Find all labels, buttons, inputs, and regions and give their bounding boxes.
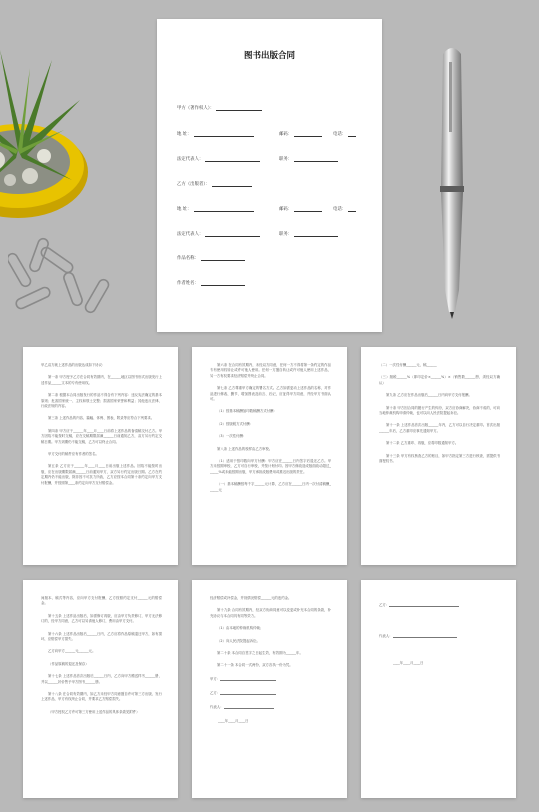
paragraph: （2）按版税方式付酬： (217, 421, 254, 426)
contract-page-3 (361, 347, 516, 565)
paragraph: 第十六条 上述作品出版后______日内，乙方应将作品原稿退还甲方，如有损坏，应赔偿甲方损失。 (41, 631, 162, 642)
signature-label: 乙方： (379, 603, 390, 607)
paragraph: 第十八条 在合同有效期内，如乙方未经甲方同意擅自许可第三方出版、发行上述作品，甲方有权终止合同，并要求乙方赔偿损失。 (41, 692, 162, 702)
paragraph: 第十九条 合同有效期内，经双方协商同意可以变更或补充本合同的条款，补充协议与本合同具有同等效力。 (210, 608, 331, 618)
signature-a-label: 甲方： (210, 676, 221, 681)
potted-succulent-image (0, 30, 120, 220)
party-b-address-row (177, 206, 374, 216)
page-6-body (361, 580, 516, 798)
title-a-label: 职务： (279, 157, 293, 162)
signature-b-line (210, 690, 331, 695)
signature-blank (389, 603, 459, 607)
paper-clips-image (8, 232, 118, 327)
party-a-row (177, 105, 374, 115)
postcode-a-label: 邮码： (279, 132, 293, 137)
paragraph: 第九条 乙方应在作品出版后______日内向甲方支付报酬。 (386, 393, 472, 398)
party-b-rep-row (177, 231, 374, 241)
author-name-row (177, 280, 374, 290)
contract-page-6 (361, 580, 516, 798)
party-b-row (177, 181, 374, 191)
page-3-body (361, 347, 516, 565)
contract-page-2 (192, 347, 347, 565)
rep-a-blank (205, 156, 260, 162)
phone-a-label: 电话： (333, 132, 347, 137)
party-a-label: 甲方（著作权人）： (177, 106, 215, 111)
paragraph: 第四条 甲方应于______年____月____日前将上述作品的誊清稿交付乙方。甲方因故不能按时交稿，应在交稿期限届满______日前通知乙方，双方另行约定交稿日期。甲方到期仍不能交稿，乙方可以终止合同。 (41, 428, 162, 444)
page-2-body (192, 347, 347, 565)
phone-b-label: 电话： (333, 207, 347, 212)
paragraph: 第十三条 甲方有权核查乙方的账目，如甲方指定第三方进行核查，需提供书面授权书。 (379, 453, 500, 464)
work-name-row (177, 255, 374, 265)
paragraph: 第六条 在合同有效期内，未经双方同意，任何一方不得将第一条约定的作品专有使用权转让或许可他人使用。任何一方擅自转让或许可他人使用上述作品，另一方有权要求经济赔偿并终止合同。 (210, 363, 331, 378)
paragraph: （2）向人民法院提起诉讼。 (217, 638, 260, 643)
party-b-blank (212, 181, 252, 187)
paragraph: （甲方授权乙方许可第三方使用上述作品的具体条款见附件） (48, 709, 140, 714)
contract-cover-page (157, 19, 382, 332)
paragraph: 经济赔偿或补偿金，并视情况赔偿______元的违约金。 (210, 596, 292, 600)
rep-a-label: 法定代表人： (177, 157, 204, 162)
phone-b-blank (348, 206, 356, 212)
pen-image (425, 40, 485, 320)
address-b-label: 地 址： (177, 207, 192, 212)
paragraph: 第十条 甲方因合同的履行产生的纠纷，双方应协商解决，协商不成的，可向当地仲裁机构申请仲裁，也可以向人民法院提起诉讼。 (379, 405, 500, 416)
paragraph: 第十二条 乙方重印、再版，应将印数通知甲方。 (386, 441, 459, 446)
party-a-blank (216, 105, 262, 111)
paragraph: 第二十一条 本合同一式两份，双方各执一份为凭。 (217, 663, 293, 668)
work-name-label: 作品名称： (177, 256, 199, 261)
signature-line (379, 602, 500, 607)
address-a-blank (194, 131, 254, 137)
signature-a-blank (220, 676, 276, 680)
paragraph: （一）基本稿酬按每千字______元计算，乙方应在______日内一次付清稿酬______元 (210, 482, 331, 492)
paragraph: （二）一次性付酬______元，稿______ (379, 363, 437, 367)
paragraph: 第三条 上述作品的内容、篇幅、体例、图表、附录等应符合下列要求。 (48, 416, 155, 421)
page-4-body (23, 580, 178, 798)
representative-label: 代表人： (210, 704, 224, 709)
paragraph: （3）一次性付酬： (217, 434, 247, 439)
date-line: ____年____月____日 (218, 718, 249, 723)
rep-b-label: 法定代表人： (177, 232, 204, 237)
paragraph: 第一条 甲方授予乙方在合同有效期内，在______地区以图书形式出版发行上述作品______文本的专有使用权。 (41, 375, 162, 385)
title-b-label: 职务： (279, 232, 293, 237)
paragraph: 第十一条 上述作品首次出版______年内，乙方可以自行决定重印。首次出版______年后，乙方重印应事先通知甲方。 (379, 423, 500, 433)
date-line: ____年____月____日 (393, 661, 424, 665)
paragraph: （1）由本地的仲裁机构仲裁； (217, 626, 264, 631)
author-name-label: 作者姓名： (177, 281, 199, 286)
paragraph: （三）版税______%（即印定价×______%）×（销售数______册，须经双方确认） (379, 375, 500, 385)
paragraph: 第七条 乙方尊重甲方确定的署名方式。乙方如需更动上述作品的名称，对作品进行修改、删节、增加图表及前言、后记，应征得甲方同意，并经甲方书面认可。 (210, 386, 331, 402)
paragraph: 第五条 乙方应于______年____月____日前出版上述作品。因故不能按时出版，应在出版期限届满______日前通知甲方，双方另行约定出版日期。乙方在约定期内仍不能出版，除非因不可抗力所致，乙方应按本合同第十条约定向甲方支付报酬，并按照第____条约定向甲方支付赔偿金。 (41, 464, 162, 485)
page-5-body (192, 580, 347, 798)
paragraph: 第十七条 上述作品首次出版后______日内，乙方向甲方赠送样书______册，并以______折价售予甲方图书______册。 (41, 674, 162, 684)
paragraph: 乙方向甲方______元______元。 (48, 649, 96, 654)
page-1-body (23, 347, 178, 565)
contract-page-1 (23, 347, 178, 565)
paragraph: （作品原稿的退还及保存） (48, 661, 89, 666)
title-b-blank (294, 231, 338, 237)
rep-b-blank (205, 231, 260, 237)
representative-line (379, 633, 500, 638)
phone-a-blank (348, 131, 356, 137)
party-a-rep-row (177, 156, 374, 166)
paragraph: 第二十条 本合同自签字之日起生效，有效期为______年。 (217, 651, 303, 656)
representative-label: 代表人： (379, 634, 393, 638)
signature-a-line (210, 676, 331, 681)
postcode-b-blank (294, 206, 322, 212)
paragraph: 第二条 根据本合同出版发行的作品不得含有下列内容：违反宪法确定的基本原则；危害国家统一、主权和领土完整；损害国家荣誉和利益；其他违反法律、行政法规的内容。 (41, 393, 162, 409)
address-a-label: 地 址： (177, 132, 192, 137)
signature-b-label: 乙方： (210, 690, 221, 695)
paragraph: 间版本、稿式等内容，应向甲方支付报酬，乙方按照约定支付______元的赔偿金。 (41, 596, 162, 606)
paragraph: （1）适用于按印数向甲方付酬：甲方应在______日内签字后退还乙方。甲方未按期审校，乙方可自行审校，并按计划付印。因甲方修改造成版面改动超过______%或未能按期出版，甲方承担改版费用或推迟出版的责任。 (210, 459, 331, 474)
party-b-label: 乙方（出版者）： (177, 182, 210, 187)
postcode-a-blank (294, 131, 322, 137)
paragraph: 第十五条 上述作品出版后，如需修订再版，应由甲方负责修订，甲方无法修订的，经甲方同意，乙方可以另请他人修订，费用由甲方支付。 (41, 613, 162, 624)
signature-b-blank (220, 690, 276, 694)
representative-blank (224, 704, 274, 708)
representative-line (210, 704, 331, 709)
contract-page-5 (192, 580, 347, 798)
page-title: 图书出版合同 (243, 51, 295, 61)
party-a-address-row (177, 131, 374, 141)
address-b-blank (194, 206, 254, 212)
contract-page-4 (23, 580, 178, 798)
paragraph: （1）按基本稿酬加印数稿酬方式付酬： (217, 409, 277, 414)
author-name-blank (201, 280, 245, 286)
work-name-blank (201, 255, 245, 261)
title-a-blank (294, 156, 338, 162)
representative-blank (393, 634, 457, 638)
paragraph: 甲乙双方就上述作品的出版达成如下协议： (41, 363, 106, 367)
postcode-b-label: 邮码： (279, 207, 293, 212)
paragraph: 第八条 上述作品的校样由乙方审校。 (217, 446, 273, 451)
paragraph: 甲方交付的稿件应有作者的签名。 (48, 452, 99, 457)
